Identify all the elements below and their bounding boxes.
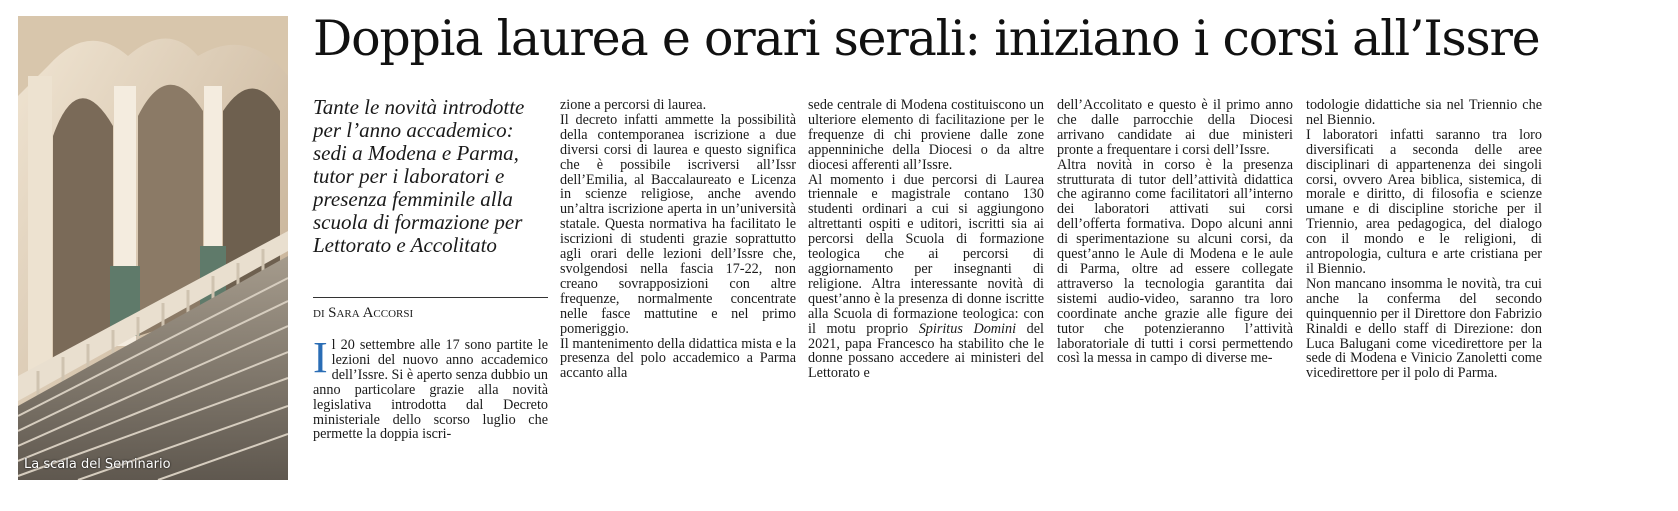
body-paragraph (808, 173, 1044, 382)
body-paragraph: dell’Accolitato e questo è il primo anno che dalle parrocchie della Diocesi arrivano candidate ai due ministeri pronte a frequentare i corsi dell’Issre. (1057, 97, 1293, 158)
author-name: Sara Accorsi (328, 305, 414, 321)
photo-caption: La scala del Seminario (24, 457, 171, 472)
italic-title: Spiritus Domini (918, 320, 1017, 337)
body-paragraph: Altra novità in corso è la presenza strutturata di tutor dell’attività didattica che agiranno come facilitatori all’interno dei laboratori attivati sui corsi dell’offerta formativa. Dopo alcuni anni di sperimentazione su alcuni corsi, da quest’anno le Aule di Modena e le aule di Parma, oltre ad essere collegate attraverso la tecnologia garantita dai sistemi audio-video, saranno tra loro coordinate anche grazie alle figure dei tutor che potenzieranno l’attività laboratoriale di tutti i corsi permettendo così la messa in campo di diverse me- (1057, 156, 1293, 367)
text-column-4 (1306, 98, 1542, 381)
text-column-1 (560, 98, 796, 381)
body-paragraph: Non mancano insomma le novità, tra cui anche la conferma del secondo quinquennio per il Direttore don Fabrizio Rinaldi e dello staff di Direzione: don Luca Balugani come vicedirettore per la sede di Modena e Vinicio Zanoletti come vicedirettore per il polo di Parma. (1306, 275, 1542, 382)
byline (313, 297, 548, 322)
body-paragraph: todologie didattiche sia nel Triennio che nel Biennio. (1306, 97, 1542, 128)
body-paragraph: I laboratori infatti saranno tra loro diversificati a seconda delle aree disciplinari di appartenenza dei singoli corsi, ovvero Area biblica, sistemica, di morale e diritto, di filosofia e scienze umane e di discipline storiche per il Triennio, area pedagogica, del dialogo con il mondo e le religioni, di antropologia, cultura e arte cristiana per il Biennio. (1306, 126, 1542, 277)
lead-column (313, 96, 548, 442)
body-paragraph: zione a percorsi di laurea. (560, 97, 707, 113)
text-column-3 (1057, 98, 1293, 366)
byline-prefix: DI (313, 308, 325, 320)
paragraph-text: del 2021, papa Francesco ha stabilito che le donne possano accedere ai ministeri del Lettorato e (808, 320, 1044, 382)
paragraph-text: Al momento i due percorsi di Laurea triennale e magistrale contano 130 studenti ordinari a cui si aggiungono altrettanti ospiti e uditori, iscritti sia ai percorsi della Scuola di formazione teologica che ai percorsi di aggiornamento per insegnanti di religione. Altra interessante novità di quest’anno è la presenza di donne iscritte alla Scuola di formazione teologica: con il motu proprio (808, 171, 1044, 337)
body-paragraph: Il decreto infatti ammette la possibilità della contemporanea iscrizione a due diversi corsi di laurea e questo significa che è possibile iscriversi all’Issr dell’Emilia, al Baccalaureato e Licenza in scienze religiose, anche avendo un’altra iscrizione aperta in un’università statale. Questa normativa ha facilitato le iscrizioni di studenti grazie soprattutto agli orari delle lezioni dell’Issre che, svolgendosi nella fascia 17-22, non creano sovrapposizioni con altre frequenze, normalmente concentrate nelle fasce mattutine e nel primo pomeriggio. (560, 111, 796, 337)
opening-paragraph (313, 333, 548, 443)
article-photo (18, 16, 288, 480)
body-paragraph: l 20 settembre alle 17 sono partite le lezioni del nuovo anno accademico dell’Issre. Si è aperto senza dubbio un anno particolare grazie alla novità legislativa introdotta dal Decreto ministeriale dello scorso luglio che permette la doppia iscri- (313, 337, 548, 443)
staircase-image (18, 16, 288, 480)
text-column-2 (808, 98, 1044, 381)
drop-cap: I (313, 333, 328, 382)
body-paragraph: Il mantenimento della didattica mista e la presenza del polo accademico a Parma accanto alla (560, 335, 796, 382)
body-paragraph: sede centrale di Modena costituiscono un ulteriore elemento di facilitazione per le frequenze di chi proviene dalle zone appenniniche della Diocesi o da altre diocesi afferenti all’Issre. (808, 97, 1044, 173)
article-headline: Doppia laurea e orari serali: iniziano i corsi all’Issre (313, 10, 1540, 67)
article-subheading: Tante le novità introdotte per l’anno accademico: sedi a Modena e Parma, tutor per i laboratori e presenza femminile alla scuola di formazione per Lettorato e Accolitato (313, 95, 525, 257)
